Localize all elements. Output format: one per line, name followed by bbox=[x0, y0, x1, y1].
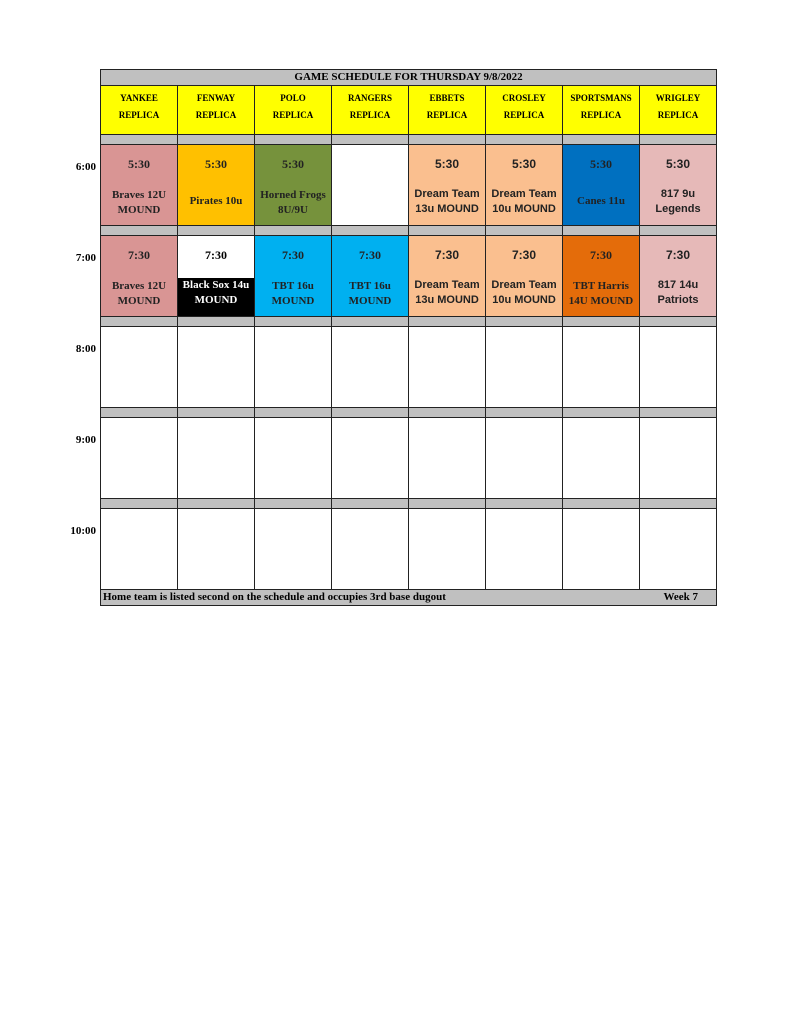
field-sub: REPLICA bbox=[657, 110, 699, 120]
separator-cell bbox=[640, 408, 717, 418]
separator-cell bbox=[332, 499, 409, 509]
field-header bbox=[563, 86, 640, 135]
game-time: 5:30 bbox=[511, 157, 537, 171]
field-name: SPORTSMANS bbox=[570, 93, 632, 103]
game-team: Dream Team 10u MOUND bbox=[491, 188, 557, 215]
game-cell bbox=[640, 418, 717, 499]
separator-cell bbox=[255, 135, 332, 145]
field-header-row bbox=[101, 86, 717, 135]
game-time: 7:30 bbox=[434, 248, 460, 262]
separator-cell bbox=[101, 135, 178, 145]
separator-cell bbox=[486, 135, 563, 145]
game-team: Dream Team 13u MOUND bbox=[414, 279, 480, 306]
game-cell bbox=[409, 236, 486, 317]
game-team: TBT 16u MOUND bbox=[271, 280, 315, 307]
separator-row bbox=[101, 317, 717, 327]
field-header bbox=[255, 86, 332, 135]
game-cell bbox=[640, 509, 717, 590]
footer-row bbox=[101, 590, 717, 606]
game-time: 5:30 bbox=[205, 157, 227, 171]
game-time: 5:30 bbox=[128, 157, 150, 171]
game-cell bbox=[640, 236, 717, 317]
game-time: 5:30 bbox=[590, 157, 612, 171]
separator-cell bbox=[486, 408, 563, 418]
game-cell bbox=[640, 327, 717, 408]
game-cell bbox=[332, 418, 409, 499]
field-header bbox=[486, 86, 563, 135]
separator-cell bbox=[255, 499, 332, 509]
separator-cell bbox=[563, 135, 640, 145]
game-cell bbox=[409, 418, 486, 499]
separator-cell bbox=[640, 317, 717, 327]
separator-cell bbox=[101, 226, 178, 236]
game-cell bbox=[486, 509, 563, 590]
separator-cell bbox=[178, 408, 255, 418]
field-header bbox=[101, 86, 178, 135]
field-header bbox=[640, 86, 717, 135]
field-name: CROSLEY bbox=[502, 93, 546, 103]
field-header bbox=[409, 86, 486, 135]
separator-cell bbox=[409, 408, 486, 418]
time-slot-row bbox=[101, 418, 717, 499]
title-row bbox=[101, 70, 717, 86]
game-cell bbox=[640, 145, 717, 226]
field-sub: REPLICA bbox=[426, 110, 468, 120]
game-team: Pirates 10u bbox=[189, 195, 243, 207]
game-time: 7:30 bbox=[282, 248, 304, 262]
game-cell bbox=[255, 236, 332, 317]
game-cell bbox=[178, 145, 255, 226]
game-cell bbox=[101, 327, 178, 408]
separator-cell bbox=[640, 135, 717, 145]
game-team: Black Sox 14u MOUND bbox=[178, 278, 254, 316]
time-label: 6:00 bbox=[75, 160, 96, 173]
field-sub: REPLICA bbox=[349, 110, 391, 120]
game-cell bbox=[409, 327, 486, 408]
separator-cell bbox=[178, 226, 255, 236]
separator-cell bbox=[332, 135, 409, 145]
time-slot-row bbox=[101, 236, 717, 317]
game-team: Braves 12U MOUND bbox=[111, 280, 167, 307]
game-team: Dream Team 10u MOUND bbox=[491, 279, 557, 306]
separator-cell bbox=[563, 226, 640, 236]
separator-cell bbox=[486, 317, 563, 327]
game-time: 5:30 bbox=[434, 157, 460, 171]
footer-cell bbox=[101, 590, 717, 606]
time-label: 9:00 bbox=[75, 433, 96, 446]
field-name: EBBETS bbox=[429, 93, 465, 103]
game-cell bbox=[101, 145, 178, 226]
separator-cell bbox=[486, 226, 563, 236]
separator-cell bbox=[255, 408, 332, 418]
game-cell bbox=[101, 418, 178, 499]
game-cell bbox=[255, 509, 332, 590]
game-cell bbox=[255, 327, 332, 408]
separator-row bbox=[101, 408, 717, 418]
separator-cell bbox=[409, 317, 486, 327]
field-sub: REPLICA bbox=[195, 110, 237, 120]
separator-row bbox=[101, 226, 717, 236]
separator-cell bbox=[332, 226, 409, 236]
separator-cell bbox=[332, 317, 409, 327]
game-cell bbox=[563, 418, 640, 499]
game-time: 7:30 bbox=[359, 248, 381, 262]
game-cell bbox=[486, 418, 563, 499]
game-time: 7:30 bbox=[665, 248, 691, 262]
game-cell bbox=[486, 236, 563, 317]
game-team: Dream Team 13u MOUND bbox=[414, 188, 480, 215]
separator-row bbox=[101, 135, 717, 145]
field-header bbox=[332, 86, 409, 135]
separator-cell bbox=[563, 317, 640, 327]
footer-note: Home team is listed second on the schedule and occupies 3rd base dugout bbox=[103, 591, 446, 603]
game-time: 5:30 bbox=[282, 157, 304, 171]
game-cell bbox=[255, 418, 332, 499]
time-label: 7:00 bbox=[75, 251, 96, 264]
field-sub: REPLICA bbox=[118, 110, 160, 120]
week-label: Week 7 bbox=[663, 591, 698, 603]
game-cell bbox=[409, 145, 486, 226]
game-cell bbox=[178, 509, 255, 590]
game-team: Canes 11u bbox=[577, 195, 625, 207]
field-header bbox=[178, 86, 255, 135]
field-sub: REPLICA bbox=[580, 110, 622, 120]
separator-cell bbox=[255, 317, 332, 327]
field-sub: REPLICA bbox=[503, 110, 545, 120]
field-name: RANGERS bbox=[347, 93, 392, 103]
game-cell bbox=[101, 236, 178, 317]
game-cell bbox=[178, 327, 255, 408]
separator-cell bbox=[640, 499, 717, 509]
separator-cell bbox=[178, 135, 255, 145]
separator-row bbox=[101, 499, 717, 509]
game-cell bbox=[178, 236, 255, 317]
time-slot-row bbox=[101, 327, 717, 408]
game-time: 5:30 bbox=[665, 157, 691, 171]
separator-cell bbox=[563, 499, 640, 509]
separator-cell bbox=[101, 317, 178, 327]
game-cell bbox=[255, 145, 332, 226]
separator-cell bbox=[409, 226, 486, 236]
game-cell bbox=[409, 509, 486, 590]
separator-cell bbox=[178, 499, 255, 509]
schedule-table bbox=[100, 69, 717, 606]
game-cell bbox=[178, 418, 255, 499]
schedule-title: GAME SCHEDULE FOR THURSDAY 9/8/2022 bbox=[101, 70, 717, 86]
game-cell bbox=[486, 145, 563, 226]
separator-cell bbox=[409, 499, 486, 509]
field-name: POLO bbox=[280, 93, 306, 103]
game-team: TBT 16u MOUND bbox=[348, 280, 392, 307]
game-cell bbox=[563, 145, 640, 226]
separator-cell bbox=[101, 408, 178, 418]
separator-cell bbox=[640, 226, 717, 236]
time-slot-row bbox=[101, 145, 717, 226]
game-time: 7:30 bbox=[205, 248, 227, 262]
separator-cell bbox=[178, 317, 255, 327]
game-cell bbox=[563, 509, 640, 590]
game-time: 7:30 bbox=[511, 248, 537, 262]
game-cell bbox=[332, 236, 409, 317]
game-team: 817 14u Patriots bbox=[657, 279, 699, 306]
field-name: WRIGLEY bbox=[655, 93, 701, 103]
separator-cell bbox=[101, 499, 178, 509]
separator-cell bbox=[486, 499, 563, 509]
game-cell bbox=[332, 509, 409, 590]
separator-cell bbox=[255, 226, 332, 236]
game-team: 817 9u Legends bbox=[655, 188, 701, 215]
time-label: 10:00 bbox=[70, 524, 96, 537]
game-cell bbox=[101, 509, 178, 590]
game-team: Horned Frogs 8U/9U bbox=[260, 189, 326, 216]
game-cell bbox=[563, 236, 640, 317]
game-team: TBT Harris 14U MOUND bbox=[568, 280, 634, 307]
game-time: 7:30 bbox=[590, 248, 612, 262]
game-team: Braves 12U MOUND bbox=[111, 189, 167, 216]
game-cell bbox=[563, 327, 640, 408]
game-cell bbox=[332, 327, 409, 408]
game-cell bbox=[486, 327, 563, 408]
field-name: FENWAY bbox=[196, 93, 236, 103]
field-sub: REPLICA bbox=[272, 110, 314, 120]
separator-cell bbox=[563, 408, 640, 418]
game-time: 7:30 bbox=[128, 248, 150, 262]
field-name: YANKEE bbox=[120, 93, 158, 103]
separator-cell bbox=[409, 135, 486, 145]
time-slot-row bbox=[101, 509, 717, 590]
time-label: 8:00 bbox=[75, 342, 96, 355]
separator-cell bbox=[332, 408, 409, 418]
game-cell bbox=[332, 145, 409, 226]
